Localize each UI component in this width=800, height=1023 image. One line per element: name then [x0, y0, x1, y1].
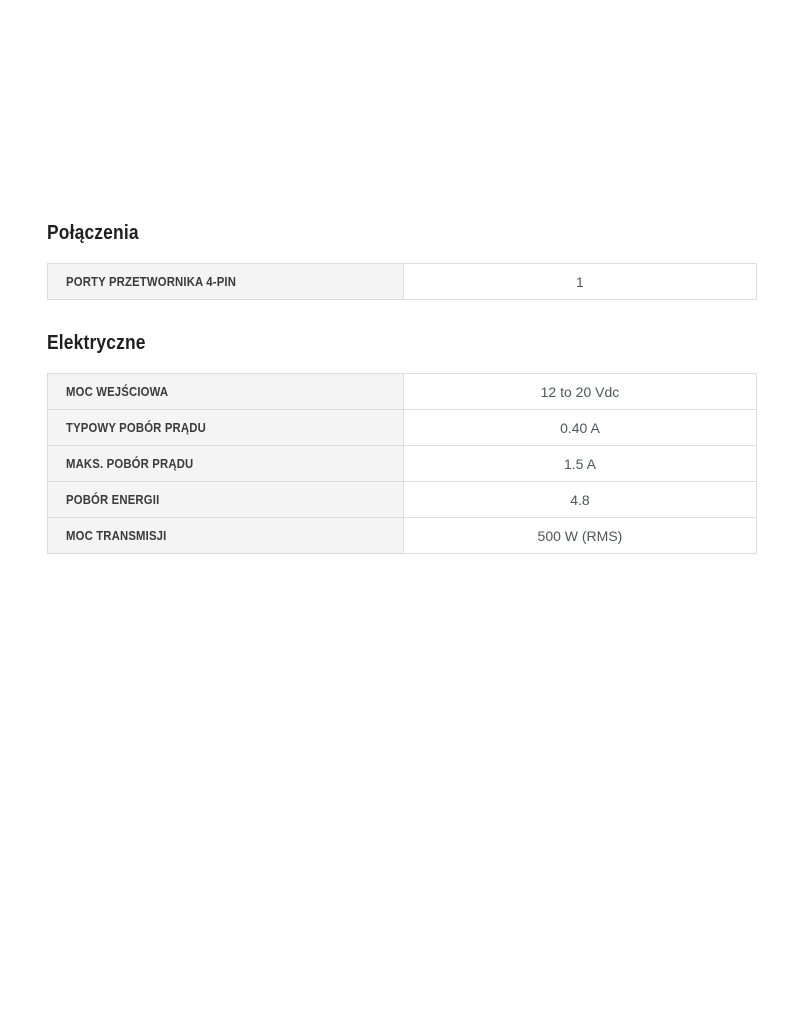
section-title-electrical-text: Elektryczne — [47, 332, 146, 354]
section-title-connections-text: Połączenia — [47, 222, 139, 244]
table-row — [48, 410, 757, 446]
spec-label: PORTY PRZETWORNIKA 4-PIN — [66, 274, 237, 289]
section-title-electrical — [47, 333, 757, 353]
table-row — [48, 482, 757, 518]
section-electrical — [47, 333, 757, 554]
table-row — [48, 264, 757, 300]
spec-value-cell — [403, 482, 756, 518]
spec-label-cell — [48, 410, 404, 446]
spec-label-cell — [48, 518, 404, 554]
spec-label: MOC TRANSMISJI — [66, 528, 167, 543]
spec-label-cell — [48, 374, 404, 410]
section-connections — [47, 223, 757, 300]
spec-value: 12 to 20 Vdc — [540, 383, 620, 400]
spec-value: 1.5 A — [563, 455, 596, 472]
spec-value: 4.8 — [570, 491, 590, 508]
spec-value: 0.40 A — [560, 419, 600, 436]
spec-label-cell — [48, 446, 404, 482]
section-title-connections — [47, 223, 757, 243]
table-row — [48, 446, 757, 482]
electrical-spec-table — [47, 373, 757, 554]
spec-value-cell — [403, 446, 756, 482]
spec-label-cell — [48, 482, 404, 518]
table-row — [48, 518, 757, 554]
spec-value-cell — [403, 374, 756, 410]
spec-label: POBÓR ENERGII — [66, 492, 160, 507]
connections-spec-table — [47, 263, 757, 300]
spec-value-cell — [403, 264, 756, 300]
spec-label: TYPOWY POBÓR PRĄDU — [66, 420, 206, 435]
spec-label: MOC WEJŚCIOWA — [66, 384, 169, 399]
spec-value-cell — [403, 518, 756, 554]
spec-label: MAKS. POBÓR PRĄDU — [66, 456, 194, 471]
spec-value: 1 — [576, 273, 584, 290]
spec-page — [0, 223, 800, 554]
spec-label-cell — [48, 264, 404, 300]
spec-value-cell — [403, 410, 756, 446]
spec-value: 500 W (RMS) — [537, 527, 623, 544]
table-row — [48, 374, 757, 410]
